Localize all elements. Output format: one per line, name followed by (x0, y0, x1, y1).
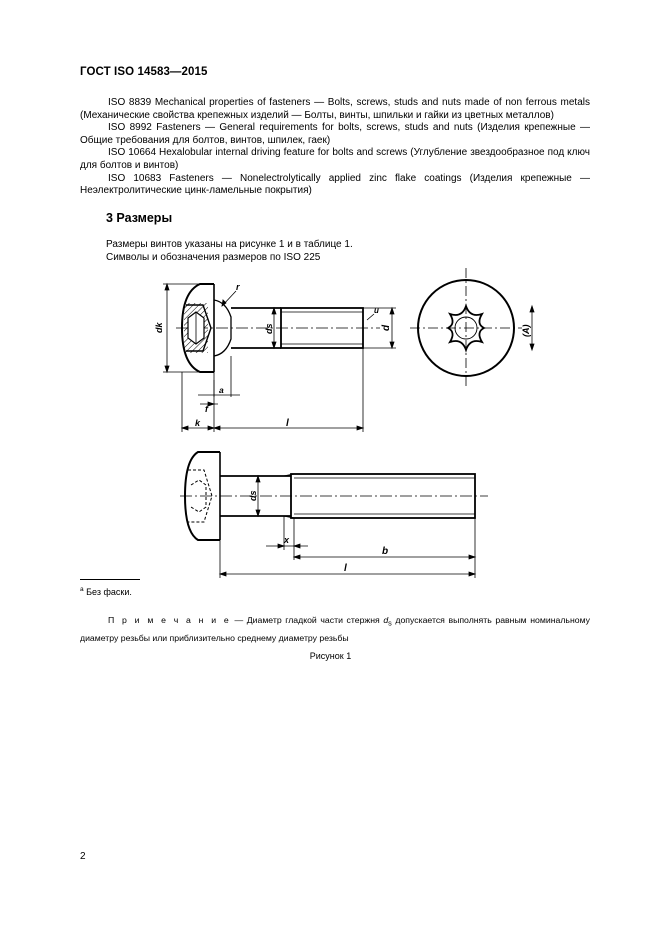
label-r: r (236, 282, 240, 292)
label-u: u (374, 306, 379, 315)
label-l-bottom: l (344, 563, 347, 574)
reference-iso-8839: ISO 8839 Mechanical properties of fasteners — Bolts, screws, studs and nuts made of non ferrous metals (Механические свойства крепежных изделий — Болты, винты, шпильки и гайки из цветных металлов) (80, 97, 590, 121)
footnote-separator (80, 579, 140, 580)
note-subscript: s (388, 618, 392, 628)
page-header: ГОСТ ISO 14583—2015 (80, 66, 208, 78)
label-l-top: l (286, 418, 289, 429)
footnote (80, 586, 132, 597)
note-text-before: — Диаметр гладкой части стержня (230, 615, 384, 625)
note-symbol: d (383, 615, 389, 625)
dimensions-bottom-view (220, 476, 475, 578)
label-b: b (382, 546, 389, 557)
figure-caption: Рисунок 1 (309, 651, 352, 661)
label-ds-bottom: ds (248, 490, 258, 501)
label-a: a (219, 385, 224, 395)
label-x: x (284, 535, 290, 545)
label-k: k (195, 418, 201, 428)
footnote-text: Без фаски. (83, 587, 132, 597)
label-dk: dk (154, 322, 164, 333)
section-title: 3 Размеры (106, 211, 173, 225)
screw-side-view-top (176, 284, 380, 372)
page-number: 2 (80, 851, 86, 862)
note-text-after: допускается выполнять равным номинальному диаметру резьбы или приблизительно среднему диаметру резьбы (80, 615, 590, 643)
footnote-marker: a (80, 586, 84, 593)
note-label: П р и м е ч а н и е (108, 615, 231, 625)
label-f: f (205, 404, 208, 414)
screw-side-view-bottom (180, 452, 488, 540)
label-ds: ds (264, 323, 274, 334)
intro-line-1: Размеры винтов указаны на рисунке 1 и в таблице 1. (106, 239, 353, 250)
intro-line-2: Символы и обозначения размеров по ISO 225 (106, 252, 321, 264)
screw-end-view (410, 268, 522, 388)
figure-note (80, 613, 590, 645)
reference-iso-8992: ISO 8992 Fasteners — General requirements for bolts, screws, studs and nuts (Изделия крепежные — Общие требования для болтов, винтов, шпилек, гаек) (80, 122, 590, 146)
reference-iso-10664: ISO 10664 Hexalobular internal driving feature for bolts and screws (Углубление звездообразное под ключ для болтов и винтов) (80, 147, 590, 171)
dimensions-top-view (163, 284, 534, 432)
label-a-width: (A) (521, 324, 531, 337)
reference-iso-10683: ISO 10683 Fasteners — Nonelectrolytically applied zinc flake coatings (Изделия крепежные — Неэлектролитические цинк-ламельные покрытия) (80, 172, 590, 197)
label-d: d (381, 324, 392, 331)
